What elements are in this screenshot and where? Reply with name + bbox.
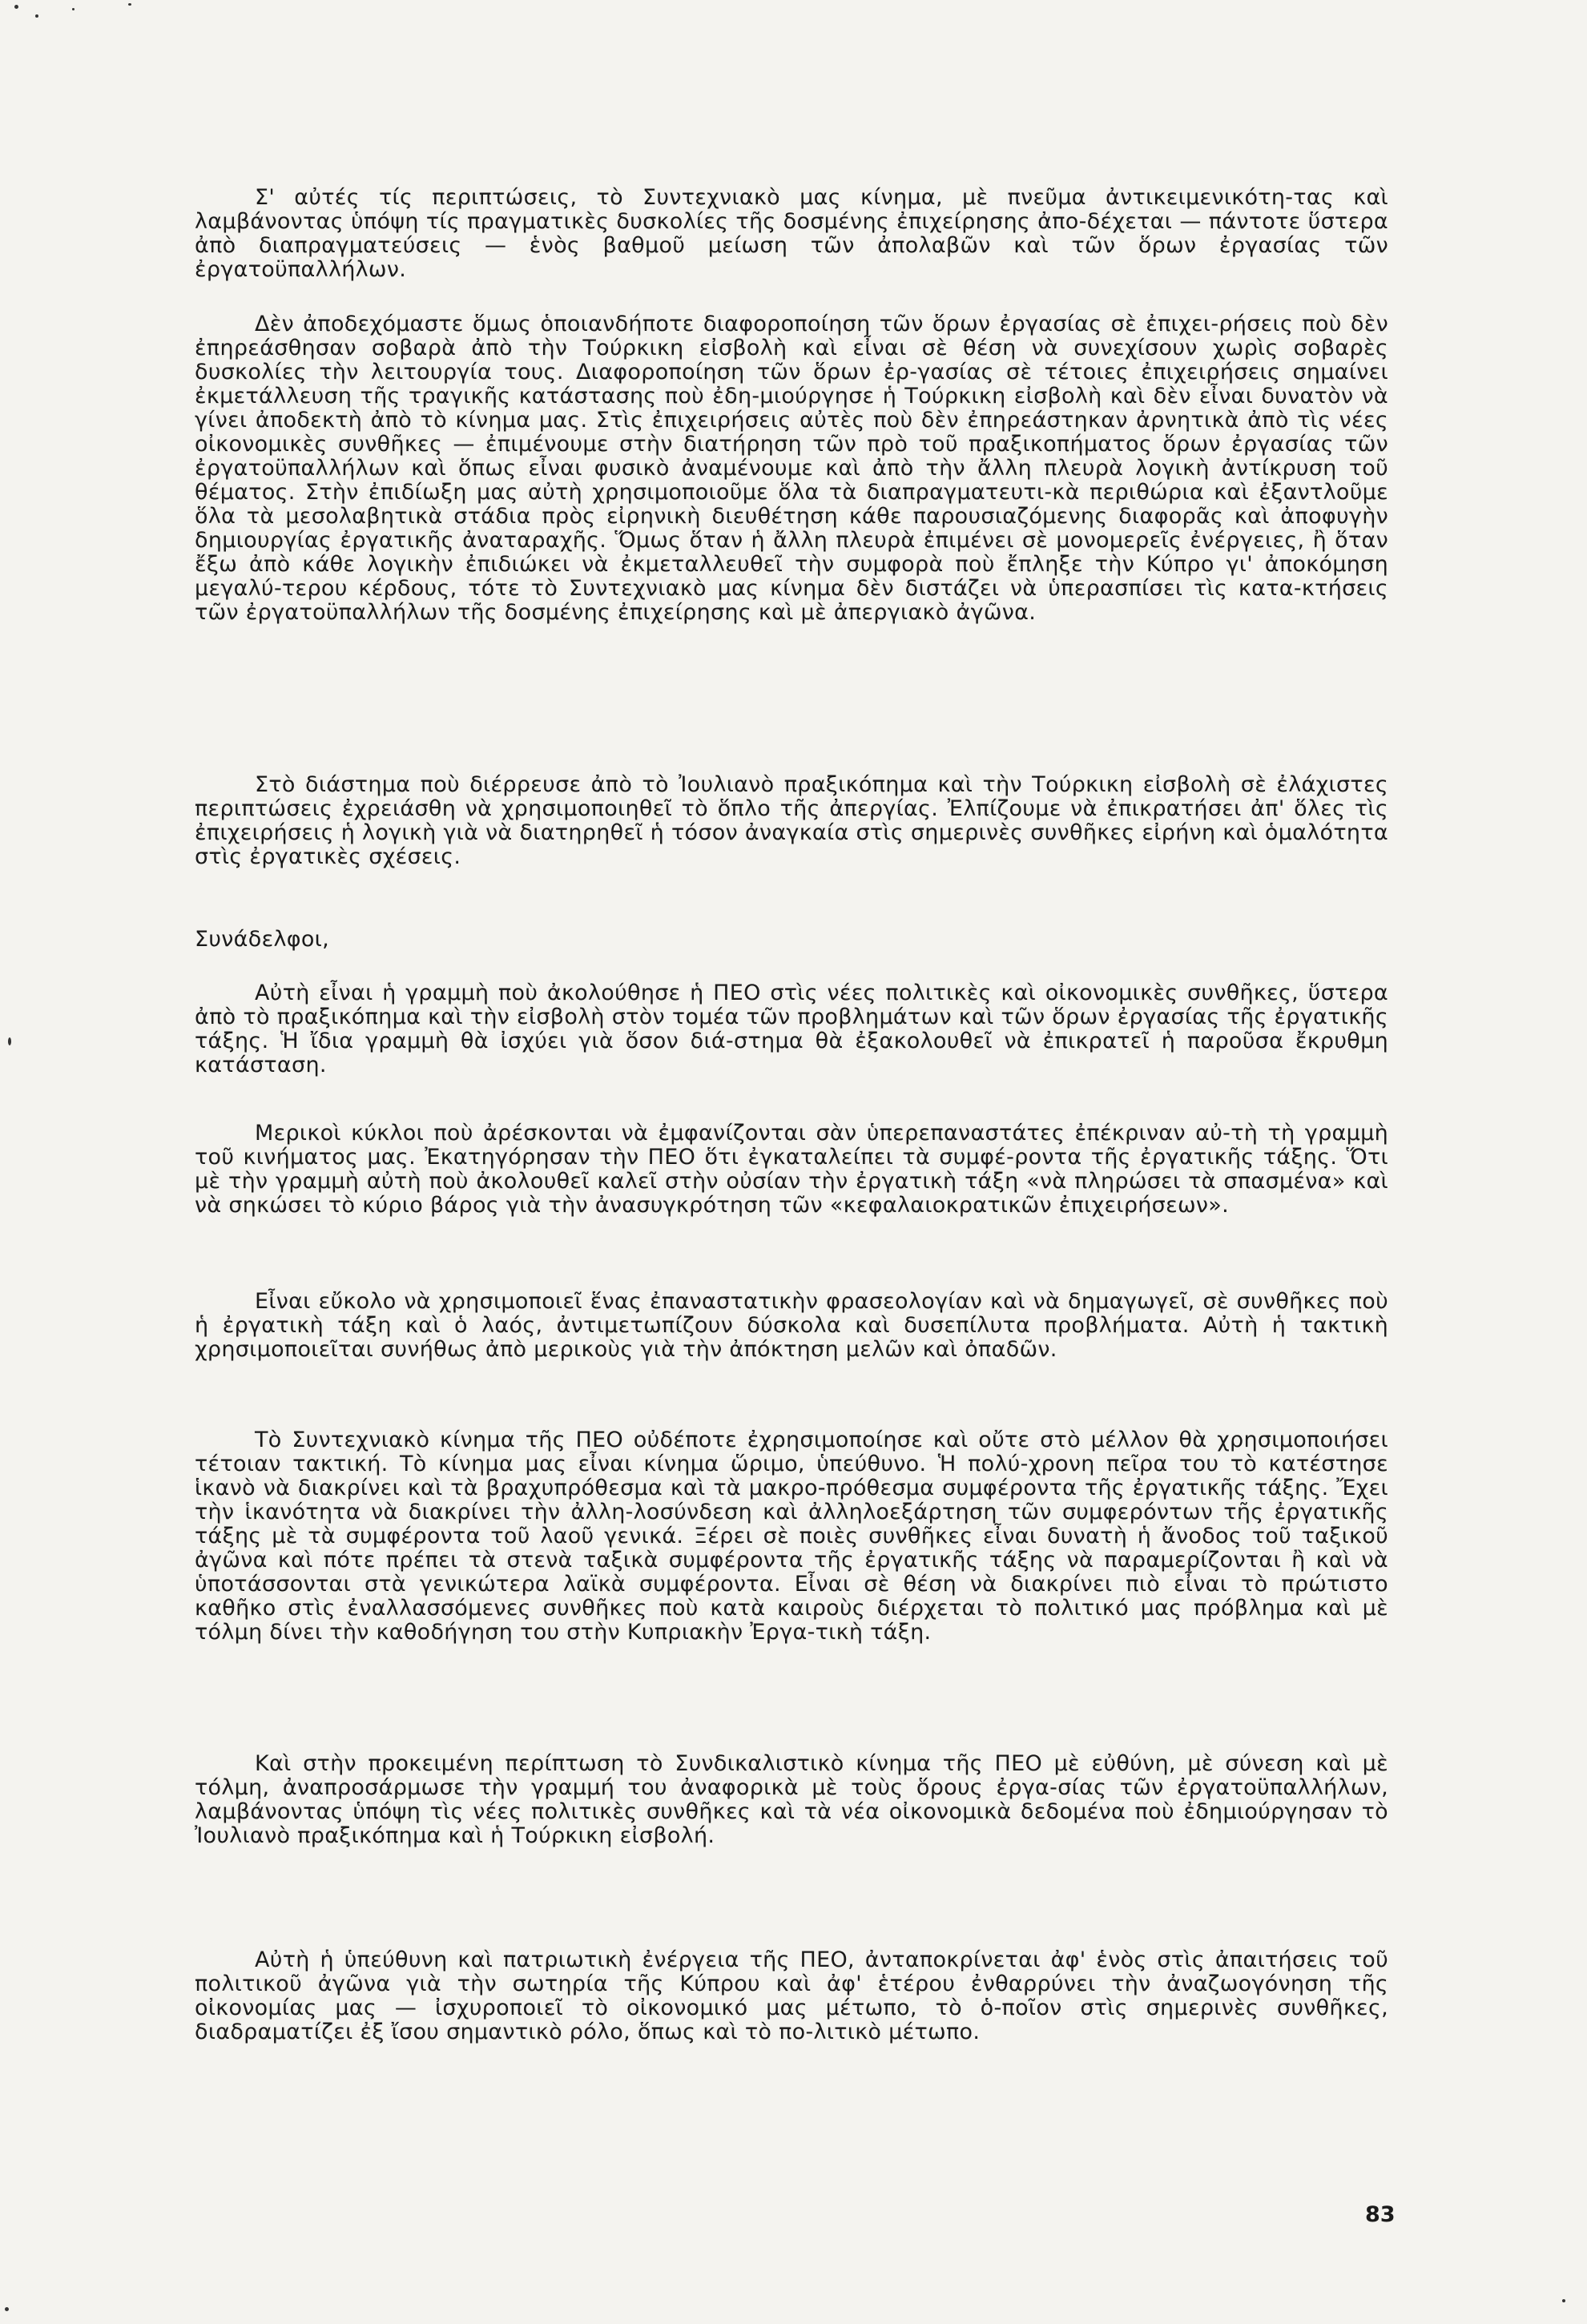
scan-speck <box>35 14 38 18</box>
paragraph: Τὸ Συντεχνιακὸ κίνημα τῆς ΠΕΟ οὐδέποτε ἐχρησιμοποίησε καὶ οὔτε στὸ μέλλον θὰ χρησιμοποιήσει τέτοιαν τακτική. Τὸ κίνημα μας εἶναι κίνημα ὥριμο, ὑπεύθυνο. Ἡ πολύ-χρονη πεῖρα του τὸ κατέστησε ἱκανὸ νὰ διακρίνει καὶ τὰ βραχυπρόθεσμα καὶ τὰ μακρο-πρόθεσμα συμφέροντα τῆς ἐργατικῆς τάξης. Ἔχει τὴν ἱκανότητα νὰ διακρίνει τὴν ἀλλη-λοσύνδεση καὶ ἀλληλοεξάρτηση τῶν συμφερόντων τῆς ἐργατικῆς τάξης μὲ τὰ συμφέροντα τοῦ λαοῦ γενικά. Ξέρει σὲ ποιὲς συνθῆκες εἶναι δυνατὴ ἡ ἄνοδος τοῦ ταξικοῦ ἀγῶνα καὶ πότε πρέπει τὰ στενὰ ταξικὰ συμφέροντα τῆς ἐργατικῆς τάξης νὰ παραμερίζονται ἢ καὶ νὰ ὑποτάσσονται στὰ γενικώτερα λαϊκὰ συμφέροντα. Εἶναι σὲ θέση νὰ διακρίνει πιὸ εἶναι τὸ πρώτιστο καθῆκο στὶς ἐναλλασσόμενες συνθῆκες ποὺ κατὰ καιροὺς διέρχεται τὸ πολιτικό μας πρόβλημα καὶ μὲ τόλμη δίνει τὴν καθοδήγηση του στὴν Κυπριακὴν Ἐργα-τικὴ τάξη. <box>195 1428 1388 1645</box>
scan-speck <box>5 2307 9 2311</box>
scan-speck <box>72 8 75 10</box>
scan-speck <box>14 5 18 9</box>
paragraph: Στὸ διάστημα ποὺ διέρρευσε ἀπὸ τὸ Ἰουλιανὸ πραξικόπημα καὶ τὴν Τούρκικη εἰσβολὴ σὲ ἐλάχιστες περιπτώσεις ἐχρειάσθη νὰ χρησιμοποιηθεῖ τὸ ὅπλο τῆς ἀπεργίας. Ἐλπίζουμε νὰ ἐπικρατήσει ἀπ' ὅλες τὶς ἐπιχειρήσεις ἡ λογικὴ γιὰ νὰ διατηρηθεῖ ἡ τόσον ἀναγκαία στὶς σημερινὲς συνθῆκες εἰρήνη καὶ ὁμαλότητα στὶς ἐργατικὲς σχέσεις. <box>195 772 1388 869</box>
paragraph: Σ' αὐτές τίς περιπτώσεις, τὸ Συντεχνιακὸ μας κίνημα, μὲ πνεῦμα ἀντικειμενικότη-τας καὶ λαμβάνοντας ὑπόψη τίς πραγματικὲς δυσκολίες τῆς δοσμένης ἐπιχείρησης ἀπο-δέχεται — πάντοτε ὕστερα ἀπὸ διαπραγματεύσεις — ἑνὸς βαθμοῦ μείωση τῶν ἀπολαβῶν καὶ τῶν ὅρων ἐργασίας τῶν ἐργατοϋπαλλήλων. <box>195 185 1388 282</box>
scan-speck <box>8 1037 11 1045</box>
paragraph: Αὐτὴ ἡ ὑπεύθυνη καὶ πατριωτικὴ ἐνέργεια τῆς ΠΕΟ, ἀνταποκρίνεται ἀφ' ἑνὸς στὶς ἀπαιτήσεις τοῦ πολιτικοῦ ἀγῶνα γιὰ τὴν σωτηρία τῆς Κύπρου καὶ ἀφ' ἑτέρου ἐνθαρρύνει τὴν ἀναζωογόνηση τῆς οἰκονομίας μας — ἰσχυροποιεῖ τὸ οἰκονομικό μας μέτωπο, τὸ ὁ-ποῖον στὶς σημερινὲς συνθῆκες, διαδραματίζει ἐξ ἴσου σημαντικὸ ρόλο, ὅπως καὶ τὸ πο-λιτικὸ μέτωπο. <box>195 1947 1388 2044</box>
paragraph: Καὶ στὴν προκειμένη περίπτωση τὸ Συνδικαλιστικὸ κίνημα τῆς ΠΕΟ μὲ εὐθύνη, μὲ σύνεση καὶ μὲ τόλμη, ἀναπροσάρμωσε τὴν γραμμή του ἀναφορικὰ μὲ τοὺς ὅρους ἐργα-σίας τῶν ἐργατοϋπαλλήλων, λαμβάνοντας ὑπόψη τὶς νέες πολιτικὲς συνθῆκες καὶ τὰ νέα οἰκονομικὰ δεδομένα ποὺ ἐδημιούργησαν τὸ Ἰουλιανὸ πραξικόπημα καὶ ἡ Τούρκικη εἰσβολή. <box>195 1751 1388 1848</box>
scan-speck <box>128 3 131 6</box>
paragraph: Μερικοὶ κύκλοι ποὺ ἀρέσκονται νὰ ἐμφανίζονται σὰν ὑπερεπαναστάτες ἐπέκριναν αὐ-τὴ τὴ γραμμὴ τοῦ κινήματος μας. Ἐκατηγόρησαν τὴν ΠΕΟ ὅτι ἐγκαταλείπει τὰ συμφέ-ροντα τῆς ἐργατικῆς τάξης. Ὅτι μὲ τὴν γραμμὴ αὐτὴ ποὺ ἀκολουθεῖ καλεῖ στὴν οὐσίαν τὴν ἐργατικὴ τάξη «νὰ πληρώσει τὰ σπασμένα» καὶ νὰ σηκώσει τὸ κύριο βάρος γιὰ τὴν ἀνασυγκρότηση τῶν «κεφαλαιοκρατικῶν ἐπιχειρήσεων». <box>195 1121 1388 1218</box>
page-number: 83 <box>1365 2202 1396 2227</box>
paragraph: Δὲν ἀποδεχόμαστε ὅμως ὁποιανδήποτε διαφοροποίηση τῶν ὅρων ἐργασίας σὲ ἐπιχει-ρήσεις ποὺ δὲν ἐπηρεάσθησαν σοβαρὰ ἀπὸ τὴν Τούρκικη εἰσβολὴ καὶ εἶναι σὲ θέση νὰ συνεχίσουν χωρὶς σοβαρὲς δυσκολίες τὴν λειτουργία τους. Διαφοροποίηση τῶν ὅρων ἐρ-γασίας σὲ τέτοιες ἐπιχειρήσεις σημαίνει ἐκμετάλλευση τῆς τραγικῆς κατάστασης ποὺ ἐδη-μιούργησε ἡ Τούρκικη εἰσβολὴ καὶ δὲν εἶναι δυνατὸν νὰ γίνει ἀποδεκτὴ ἀπὸ τὸ κίνημα μας. Στὶς ἐπιχειρήσεις αὐτὲς ποὺ δὲν ἐπηρεάστηκαν ἀρνητικὰ ἀπὸ τὶς νέες οἰκονομικὲς συνθῆκες — ἐπιμένουμε στὴν διατήρηση τῶν πρὸ τοῦ πραξικοπήματος ὅρων ἐργασίας τῶν ἐργατοϋπαλλήλων καὶ ὅπως εἶναι φυσικὸ ἀναμένουμε καὶ ἀπὸ τὴν ἄλλη πλευρὰ λογικὴ ἀντίκρυση τοῦ θέματος. Στὴν ἐπιδίωξη μας αὐτὴ χρησιμοποιοῦμε ὅλα τὰ διαπραγματευτι-κὰ περιθώρια καὶ ἐξαντλοῦμε ὅλα τὰ μεσολαβητικὰ στάδια πρὸς εἰρηνικὴ διευθέτηση κάθε παρουσιαζόμενης διαφορᾶς καὶ ἀποφυγὴν δημιουργίας ἐργατικῆς ἀναταραχῆς. Ὅμως ὅταν ἡ ἄλλη πλευρὰ ἐπιμένει σὲ μονομερεῖς ἐνέργειες, ἢ ὅταν ἔξω ἀπὸ κάθε λογικὴν ἐπιδιώκει νὰ ἐκμεταλλευθεῖ τὴν συμφορὰ ποὺ ἔπληξε τὴν Κύπρο γι' ἀποκόμηση μεγαλύ-τερου κέρδους, τότε τὸ Συντεχνιακὸ μας κίνημα δὲν διστάζει νὰ ὑπερασπίσει τὶς κατα-κτήσεις τῶν ἐργατοϋπαλλήλων τῆς δοσμένης ἐπιχείρησης καὶ μὲ ἀπεργιακὸ ἀγῶνα. <box>195 312 1388 625</box>
salutation: Συνάδελφοι, <box>195 927 330 952</box>
scan-speck <box>1562 2299 1565 2302</box>
paragraph: Εἶναι εὔκολο νὰ χρησιμοποιεῖ ἕνας ἐπαναστατικὴν φρασεολογίαν καὶ νὰ δημαγωγεῖ, σὲ συνθῆκες ποὺ ἡ ἐργατικὴ τάξη καὶ ὁ λαός, ἀντιμετωπίζουν δύσκολα καὶ δυσεπίλυτα προβλήματα. Αὐτὴ ἡ τακτικὴ χρησιμοποιεῖται συνήθως ἀπὸ μερικοὺς γιὰ τὴν ἀπόκτηση μελῶν καὶ ὀπαδῶν. <box>195 1289 1388 1362</box>
paragraph: Αὐτὴ εἶναι ἡ γραμμὴ ποὺ ἀκολούθησε ἡ ΠΕΟ στὶς νέες πολιτικὲς καὶ οἰκονομικὲς συνθῆκες, ὕστερα ἀπὸ τὸ πραξικόπημα καὶ τὴν εἰσβολὴ στὸν τομέα τῶν προβλημάτων καὶ τῶν ὅρων ἐργασίας τῆς ἐργατικῆς τάξης. Ἡ ἴδια γραμμὴ θὰ ἰσχύει γιὰ ὅσον διά-στημα θὰ ἐξακολουθεῖ νὰ ἐπικρατεῖ ἡ παροῦσα ἔκρυθμη κατάσταση. <box>195 981 1388 1077</box>
